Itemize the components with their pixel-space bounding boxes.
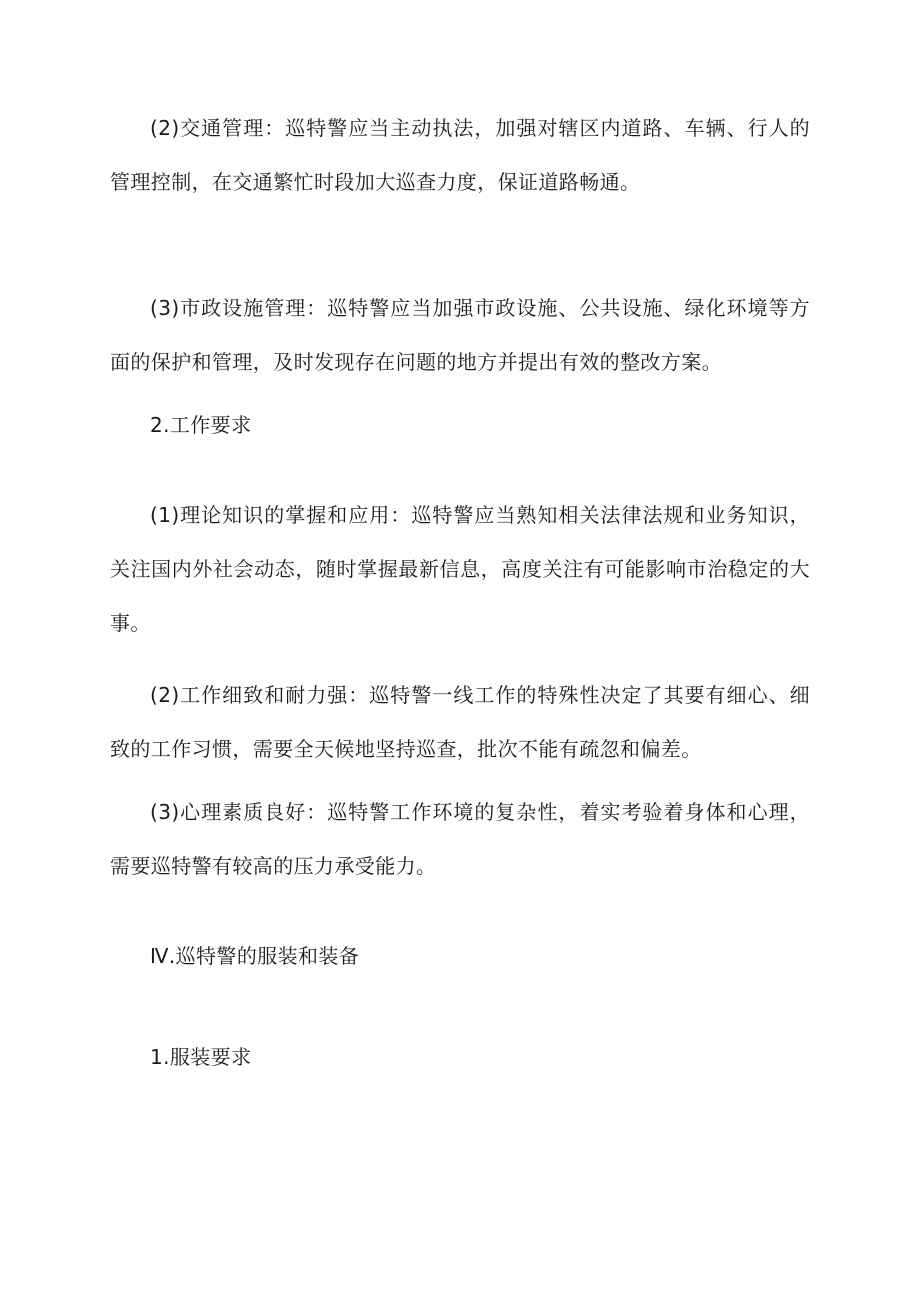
- paragraph-psychological-quality: (3)心理素质良好：巡特警工作环境的复杂性，着实考验着身体和心理，需要巡特警有较高的压力承受能力。: [110, 800, 810, 878]
- paragraph-meticulous-work: (2)工作细致和耐力强：巡特警一线工作的特殊性决定了其要有细心、细致的工作习惯，需要全天候地坚持巡查，批次不能有疏忽和偏差。: [110, 683, 810, 761]
- paragraph-municipal-facilities: (3)市政设施管理：巡特警应当加强市政设施、公共设施、绿化环境等方面的保护和管理，及时发现存在问题的地方并提出有效的整改方案。: [110, 296, 810, 374]
- section-heading-work-requirements: 2.工作要求: [150, 413, 252, 437]
- section-heading-uniform-equipment: Ⅳ.巡特警的服装和装备: [150, 944, 360, 968]
- subheading-uniform-requirements: 1.服装要求: [150, 1045, 252, 1069]
- paragraph-traffic-management: (2)交通管理：巡特警应当主动执法，加强对辖区内道路、车辆、行人的管理控制，在交通繁忙时段加大巡查力度，保证道路畅通。: [110, 116, 810, 194]
- paragraph-theory-knowledge: (1)理论知识的掌握和应用：巡特警应当熟知相关法律法规和业务知识，关注国内外社会动态，随时掌握最新信息，高度关注有可能影响市治稳定的大事。: [110, 503, 810, 635]
